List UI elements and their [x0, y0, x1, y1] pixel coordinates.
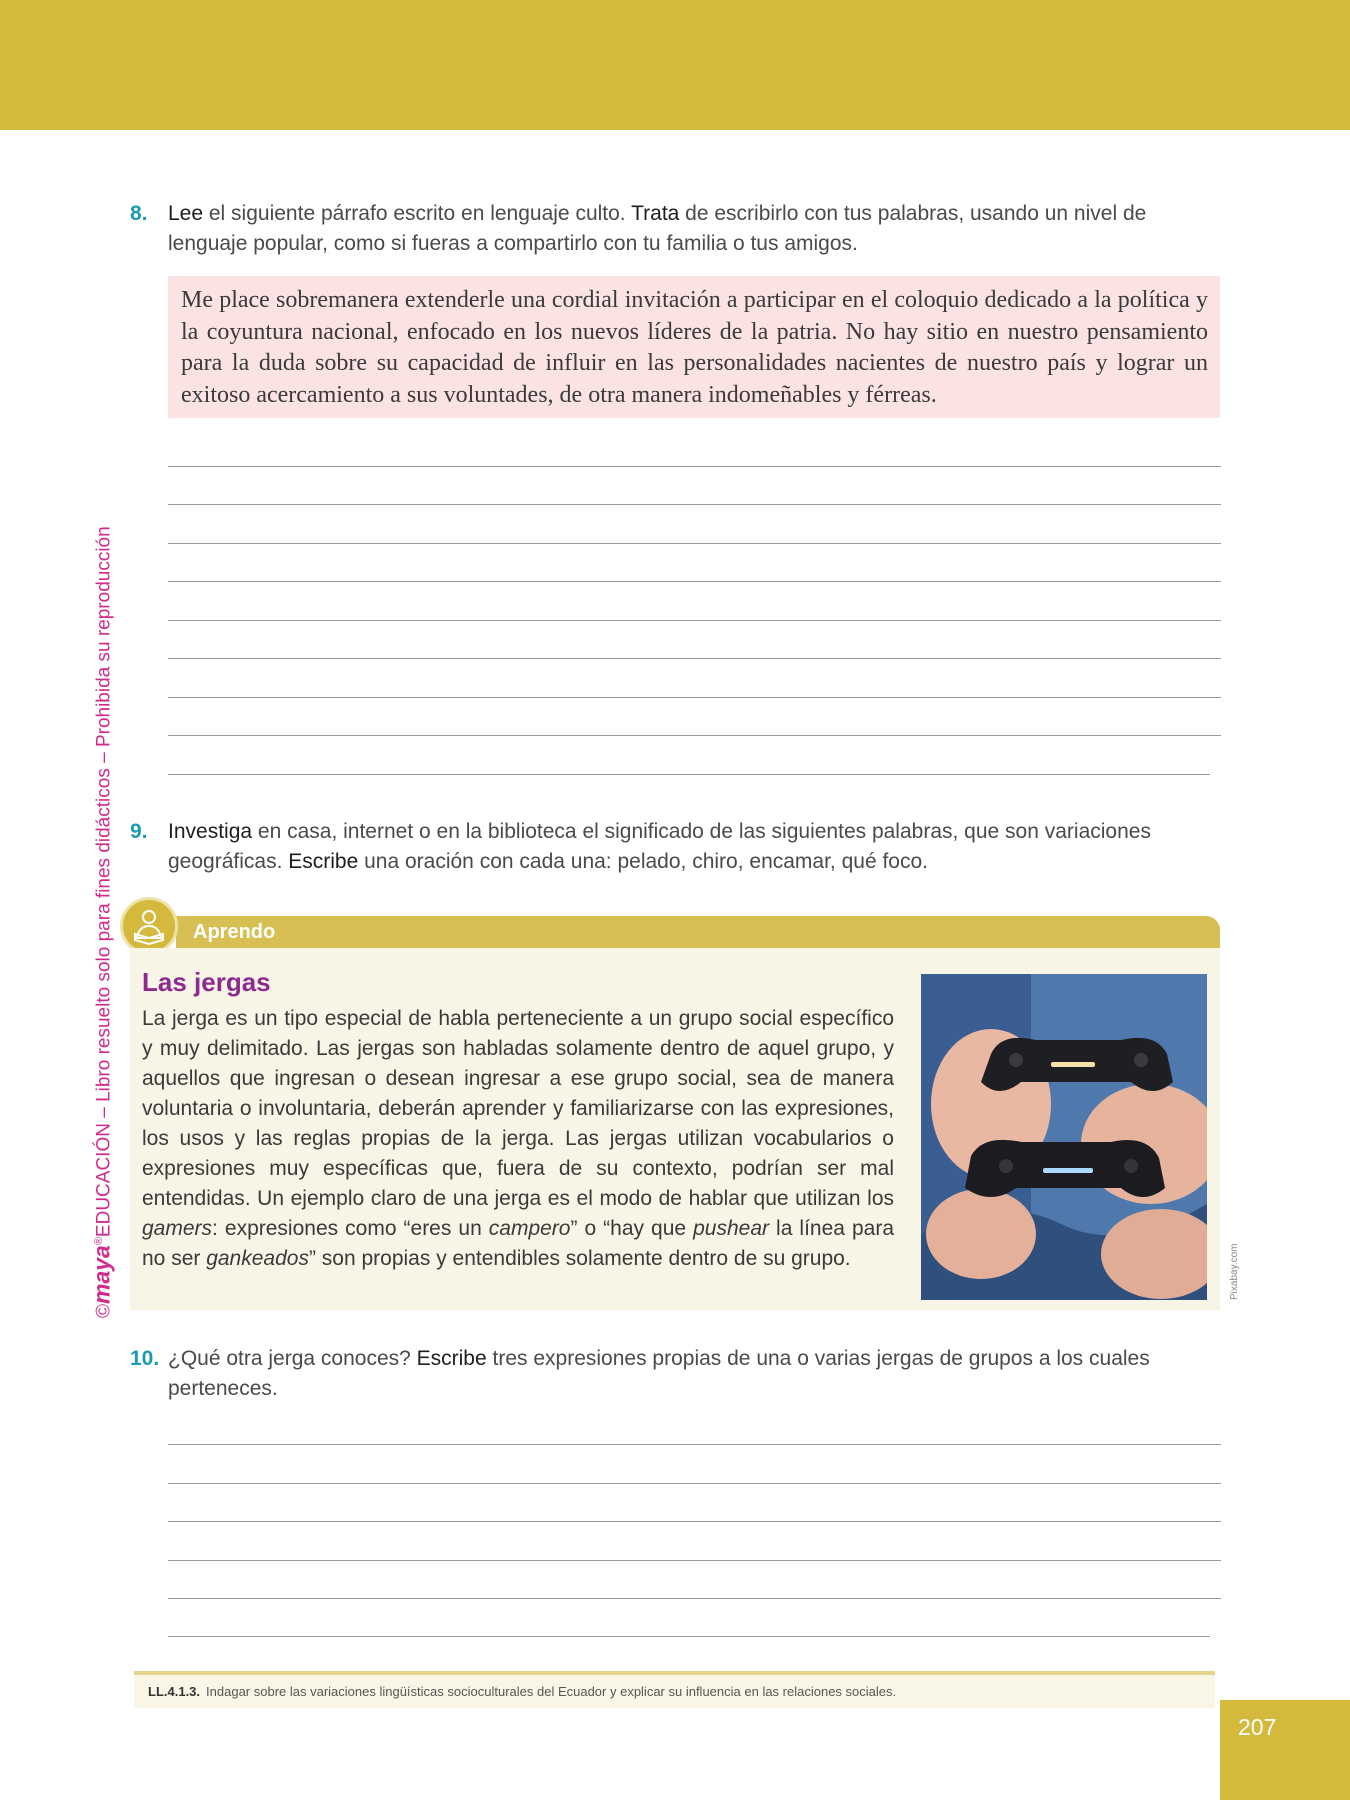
answer-line[interactable]: [168, 543, 1221, 544]
skill-footer: [134, 1675, 1215, 1708]
question-8: [130, 199, 1220, 259]
answer-line[interactable]: [168, 620, 1221, 621]
answer-line[interactable]: [168, 1521, 1221, 1522]
box-paragraph: La jerga es un tipo especial de habla perteneciente a un grupo social específico y muy delimitado. Las jergas son habladas solamente dentro de aquel grupo, y aquellos que ingresan o desean ingresar a ese grupo social, sea de manera voluntaria o involuntaria, deberán aprender y familiarizarse con las expresiones, los usos y las reglas propias de la jerga. Las jergas utilizan vocabularios o expresiones muy específicas que, fuera de su contexto, podrían ser mal entendidas. Un ejemplo claro de una jerga es el modo de hablar que utilizan los gamers: expresiones como “eres un campero” o “hay que pushear la línea para no ser gankeados” son propias y entendibles solamente dentro de su grupo.: [142, 1007, 894, 1270]
answer-line[interactable]: [168, 1483, 1221, 1484]
question-10: [130, 1344, 1220, 1404]
answer-line[interactable]: [168, 466, 1221, 467]
answer-line[interactable]: [168, 504, 1221, 505]
box-title: Las jergas: [142, 967, 271, 997]
question-number: 9.: [130, 820, 148, 843]
copyright-notice: ©maya®EDUCACIÓN – Libro resuelto solo para fines didácticos – Prohibida su reproducción: [88, 526, 115, 1318]
answer-line[interactable]: [168, 1560, 1221, 1561]
answer-line[interactable]: [168, 581, 1221, 582]
aprendo-header: [176, 916, 1220, 948]
question-text: Investiga en casa, internet o en la biblioteca el significado de las siguientes palabras, que son variaciones geográficas. Escribe una oración con cada una: pelado, chiro, encamar, qué foco.: [168, 820, 1151, 873]
question-text: ¿Qué otra jerga conoces? Escribe tres expresiones propias de una o varias jergas de grupos a los cuales perteneces.: [168, 1347, 1150, 1400]
answer-line[interactable]: [168, 697, 1221, 698]
answer-line[interactable]: [168, 658, 1221, 659]
answer-line[interactable]: [168, 1598, 1221, 1599]
header-band: [0, 0, 1350, 130]
question-text: Lee el siguiente párrafo escrito en lenguaje culto. Trata de escribirlo con tus palabras, usando un nivel de lenguaje popular, como si fueras a compartirlo con tu familia o tus amigos.: [168, 202, 1147, 255]
answer-line[interactable]: [168, 1636, 1210, 1637]
answer-line[interactable]: [168, 1444, 1221, 1445]
question-9: [130, 817, 1220, 877]
answer-line[interactable]: [168, 735, 1221, 736]
aprendo-label: Aprendo: [193, 921, 276, 943]
page-number: 207: [1238, 1714, 1277, 1740]
reader-icon: [120, 897, 178, 955]
brand-logo: maya: [88, 1245, 115, 1304]
formal-paragraph: Me place sobremanera extenderle una cordial invitación a participar en el coloquio dedicado a la política y la coyuntura nacional, enfocado en los nuevos líderes de la patria. No hay sitio en nuestro pensamiento para la duda sobre su capacidad de influir en las personalidades nacientes de nuestro país y lograr un exitoso acercamiento a sus voluntades, de otra manera indomeñables y férreas.: [168, 276, 1220, 418]
page-number-tab: [1220, 1700, 1350, 1800]
answer-line[interactable]: [168, 774, 1210, 775]
question-number: 10.: [130, 1347, 160, 1370]
aprendo-box: [130, 948, 1220, 1310]
gamepad-photo: [921, 974, 1207, 1300]
question-number: 8.: [130, 202, 148, 225]
skill-description: Indagar sobre las variaciones lingüísticas socioculturales del Ecuador y explicar su influencia en las relaciones sociales.: [206, 1684, 897, 1699]
skill-code: LL.4.1.3.: [148, 1684, 201, 1699]
photo-credit: Pixabay.com: [1229, 1243, 1240, 1300]
